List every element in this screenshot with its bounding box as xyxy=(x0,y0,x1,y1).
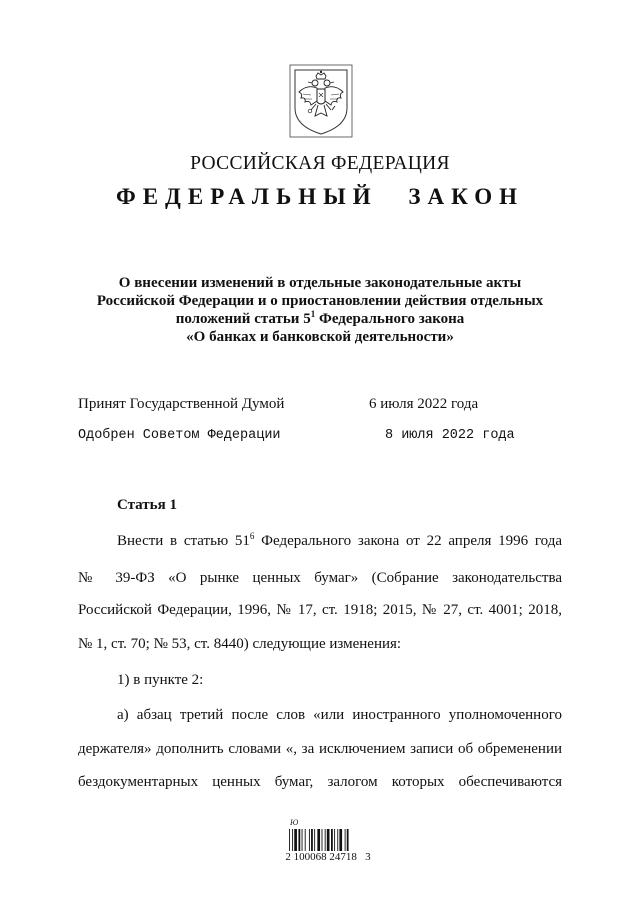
country-name: РОССИЙСКАЯ ФЕДЕРАЦИЯ xyxy=(190,153,450,174)
barcode-icon xyxy=(288,817,366,875)
document-type: ФЕДЕРАЛЬНЫЙ ЗАКОН xyxy=(115,184,525,209)
body-line: № 39-ФЗ «О рынке ценных бумаг» (Собрание законодательства xyxy=(78,570,562,586)
adoption-date: 8 июля 2022 года xyxy=(385,428,515,443)
superscript: 1 xyxy=(310,309,316,319)
svg-text:Ю: Ю xyxy=(290,818,299,827)
body-line: держателя» дополнить словами «, за исключением записи об обременении xyxy=(78,741,562,757)
body-text: Внести в статью 51 xyxy=(117,533,250,549)
title-text: Федерального закона xyxy=(315,311,465,327)
adoption-label: Одобрен Советом Федерации xyxy=(78,428,281,443)
coat-of-arms-icon xyxy=(289,64,353,138)
body-line: Российской Федерации, 1996, № 17, ст. 1918; 2015, № 27, ст. 4001; 2018, xyxy=(78,602,562,618)
article-heading: Статья 1 xyxy=(117,497,177,513)
body-text: Федерального закона от 22 апреля 1996 года xyxy=(254,533,562,549)
adoption-label: Принят Государственной Думой xyxy=(78,396,285,412)
title-text: положений статьи 5 xyxy=(175,311,311,327)
barcode-number: 2 100068 24718 3 xyxy=(285,851,371,863)
body-line: а) абзац третий после слов «или иностранного уполномоченного xyxy=(117,707,562,723)
title-line: О внесении изменений в отдельные законодательные акты xyxy=(118,275,522,291)
body-line: 1) в пункте 2: xyxy=(117,672,204,688)
body-line xyxy=(117,531,562,549)
law-title xyxy=(60,274,580,346)
title-line: «О банках и банковской деятельности» xyxy=(186,329,454,345)
adoption-date: 6 июля 2022 года xyxy=(369,396,479,412)
title-line: Российской Федерации и о приостановлении действия отдельных xyxy=(96,293,544,309)
title-line xyxy=(60,310,580,328)
superscript: 6 xyxy=(249,531,255,541)
body-line: № 1, ст. 70; № 53, ст. 8440) следующие изменения: xyxy=(78,636,402,652)
body-line: бездокументарных ценных бумаг, залогом которых обеспечиваются xyxy=(78,774,562,790)
